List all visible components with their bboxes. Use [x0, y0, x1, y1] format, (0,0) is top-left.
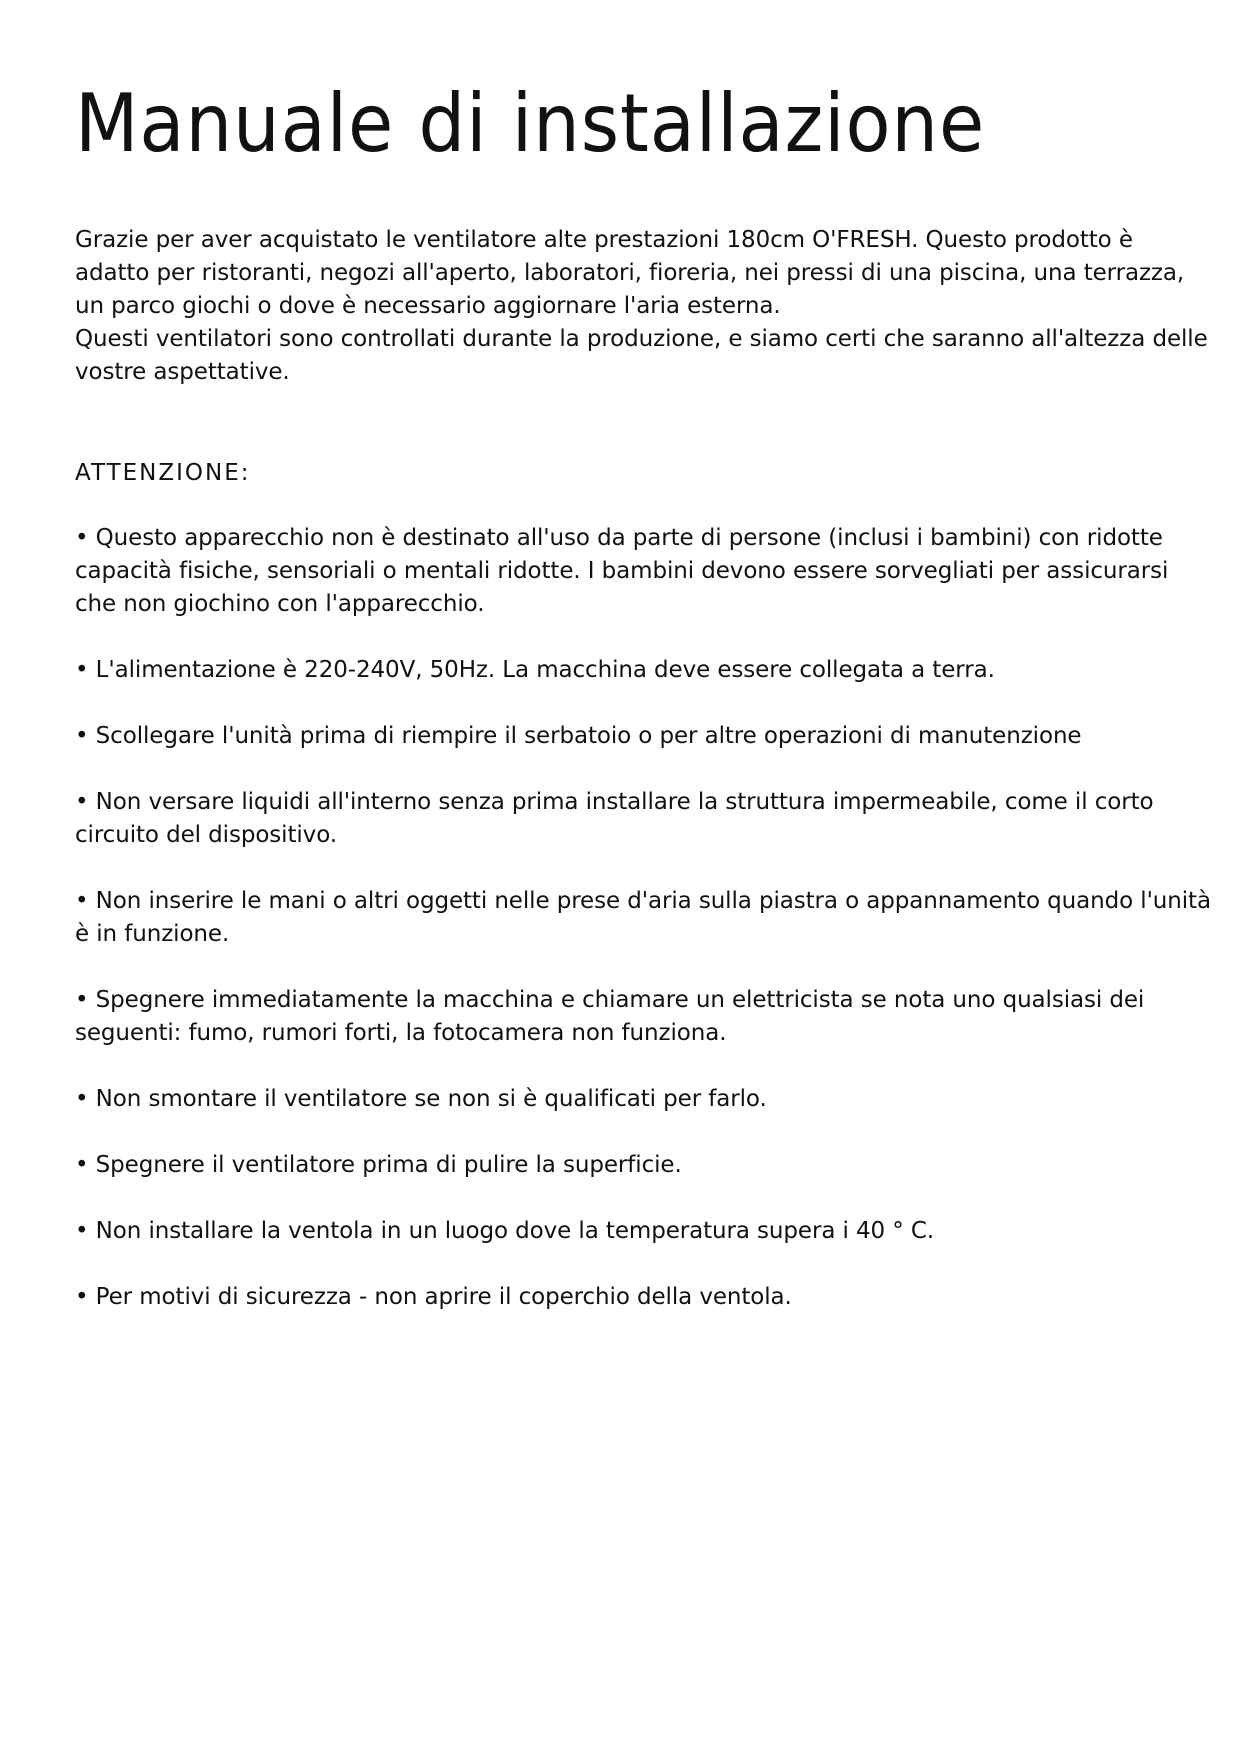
warning-line: • Per motivi di sicurezza - non aprire il coperchio della ventola.	[75, 1284, 792, 1310]
intro-line: Questi ventilatori sono controllati durante la produzione, e siamo certi che saranno all'altezza delle	[75, 326, 1208, 352]
warning-line: • Non smontare il ventilatore se non si è qualificati per farlo.	[75, 1086, 767, 1112]
warning-item	[75, 522, 1211, 621]
page-title: Manuale di installazione	[75, 77, 986, 170]
warning-item	[75, 984, 1211, 1050]
warning-line: • L'alimentazione è 220-240V, 50Hz. La macchina deve essere collegata a terra.	[75, 657, 995, 683]
warning-line: seguenti: fumo, rumori forti, la fotocamera non funziona.	[75, 1020, 727, 1046]
intro-line: Grazie per aver acquistato le ventilatore alte prestazioni 180cm O'FRESH. Questo prodotto è	[75, 227, 1133, 253]
warning-list	[75, 522, 1211, 1314]
warning-item	[75, 1281, 1211, 1314]
warning-item	[75, 1149, 1211, 1182]
warning-item	[75, 786, 1211, 852]
warning-item	[75, 885, 1211, 951]
warning-line: • Non inserire le mani o altri oggetti nelle prese d'aria sulla piastra o appannamento quando l'unità	[75, 888, 1211, 914]
intro-paragraph	[75, 224, 1208, 389]
warning-line: è in funzione.	[75, 921, 230, 947]
intro-line: adatto per ristoranti, negozi all'aperto, laboratori, fioreria, nei pressi di una piscina, una terrazza,	[75, 260, 1185, 286]
warning-line: che non giochino con l'apparecchio.	[75, 591, 485, 617]
intro-line: un parco giochi o dove è necessario aggiornare l'aria esterna.	[75, 293, 781, 319]
attention-heading: ATTENZIONE:	[75, 460, 251, 486]
warning-line: • Spegnere immediatamente la macchina e chiamare un elettricista se nota uno qualsiasi dei	[75, 987, 1145, 1013]
warning-line: • Spegnere il ventilatore prima di pulire la superficie.	[75, 1152, 682, 1178]
warning-line: circuito del dispositivo.	[75, 822, 337, 848]
warning-line: • Scollegare l'unità prima di riempire il serbatoio o per altre operazioni di manutenzione	[75, 723, 1082, 749]
warning-item	[75, 720, 1211, 753]
warning-line: • Non versare liquidi all'interno senza prima installare la struttura impermeabile, come il corto	[75, 789, 1154, 815]
warning-line: capacità fisiche, sensoriali o mentali ridotte. I bambini devono essere sorvegliati per assicurarsi	[75, 558, 1169, 584]
intro-line: vostre aspettative.	[75, 359, 290, 385]
warning-line: • Non installare la ventola in un luogo dove la temperatura supera i 40 ° C.	[75, 1218, 935, 1244]
warning-item	[75, 1083, 1211, 1116]
warning-line: • Questo apparecchio non è destinato all'uso da parte di persone (inclusi i bambini) con ridotte	[75, 525, 1163, 551]
warning-item	[75, 654, 1211, 687]
warning-item	[75, 1215, 1211, 1248]
